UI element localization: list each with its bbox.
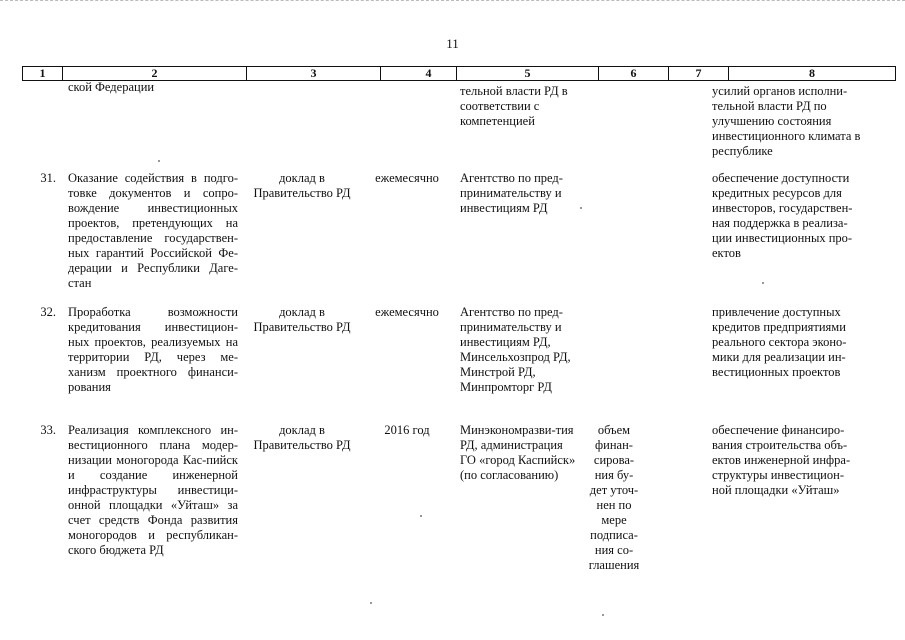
row-result: обеспечение финансиро-вания строительства объ-ектов инженерной инфра-структуры инвестицион-ной площадки «Уйташ» — [712, 423, 851, 497]
table-header-row — [22, 66, 896, 81]
row-report-form: доклад в Правительство РД — [253, 171, 351, 200]
row-result: обеспечение доступности кредитных ресурсов для инвесторов, государствен-ная поддержка в реализа-ции инвестиционных про-ектов — [712, 171, 853, 260]
header-col-7: 7 — [668, 67, 728, 80]
row-description: Реализация комплексного ин-вестиционного плана модер-низации моногорода Кас-пийск и создание инженерной инфраструктуры инвестици-онной площадки «Уйташ» за счет средств Фонда развития моногородов и республикан-ского бюджета РД — [68, 423, 238, 557]
row-term: ежемесячно — [375, 171, 439, 185]
header-col-4: 4 — [380, 67, 476, 80]
row-responsible: Агентство по пред-принимательству и инвестициям РД, Минсельхозпрод РД, Минстрой РД, Минпромторг РД — [460, 305, 571, 394]
header-col-2: 2 — [62, 67, 246, 80]
row-term: ежемесячно — [375, 305, 439, 319]
continuation-responsible: тельной власти РД в соответствии с компетенцией — [460, 84, 568, 128]
row-number: 33. — [40, 423, 56, 437]
scan-speck — [370, 602, 372, 604]
continuation-result: усилий органов исполни-тельной власти РД по улучшению состояния инвестиционного климата в республике — [712, 84, 861, 158]
page-number: 11 — [446, 36, 459, 51]
scan-speck — [762, 282, 764, 284]
row-financing: объем финан-сирова-ния бу-дет уточ-нен по мере подписа-ния со-глашения — [588, 423, 640, 572]
row-responsible: Агентство по пред-принимательству и инвестициям РД — [460, 171, 563, 215]
scan-speck — [602, 614, 604, 616]
header-col-3: 3 — [246, 67, 380, 80]
row-number: 31. — [40, 171, 56, 185]
scan-speck — [158, 160, 160, 162]
row-number: 32. — [40, 305, 56, 319]
continuation-description: ской Федерации — [68, 80, 155, 94]
scan-speck — [420, 515, 422, 517]
header-col-5: 5 — [456, 67, 598, 80]
row-description: Проработка возможности кредитования инвестицион-ных проектов, реализуемых на территории РД, через ме-ханизм проектного финанси-рования — [68, 305, 238, 394]
row-term: 2016 год — [384, 423, 430, 437]
scan-top-edge — [0, 0, 905, 5]
row-result: привлечение доступных кредитов предприятиями реального сектора эконо-мики для реализации ин-вестиционных проектов — [712, 305, 847, 379]
row-report-form: доклад в Правительство РД — [253, 305, 351, 334]
row-responsible: Минэкономразви-тия РД, администрация ГО «город Каспийск» (по согласованию) — [460, 423, 576, 482]
row-report-form: доклад в Правительство РД — [253, 423, 351, 452]
header-col-1: 1 — [22, 67, 62, 80]
header-col-6: 6 — [598, 67, 668, 80]
header-col-8: 8 — [728, 67, 896, 80]
row-description: Оказание содействия в подго-товке документов и сопро-вождение инвестиционных проектов, претендующих на предоставление государствен-ных гарантий Российской Фе-дерации и Республики Даге-стан — [68, 171, 238, 290]
scan-speck — [580, 207, 582, 209]
